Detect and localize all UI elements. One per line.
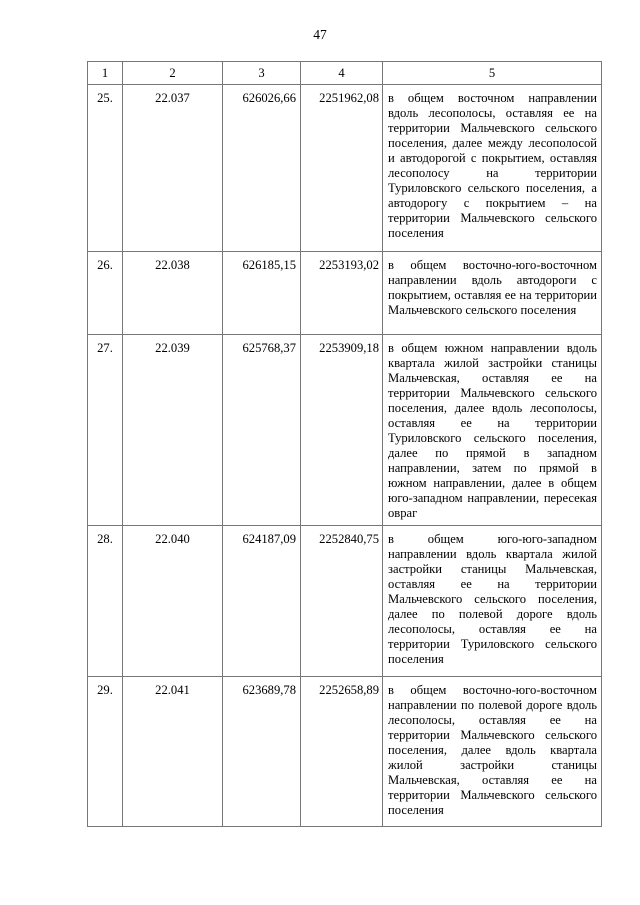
coordinate-y: 2253193,02 — [301, 252, 383, 335]
coordinate-x: 626026,66 — [223, 85, 301, 252]
boundary-description: в общем восточном направлении вдоль лесополосы, оставляя ее на территории Мальчевского сельского поселения, далее между лесополосой и автодорогой с покрытием, оставляя лесополосу на территории Туриловского сельского поселения, а автодорогу с покрытием – на территории Мальчевского сельского поселения — [383, 85, 602, 252]
boundary-description: в общем юго-юго-западном направлении вдоль квартала жилой застройки станицы Мальчевская, оставляя ее на территории Мальчевского сельского поселения, далее по полевой дороге вдоль лесополосы, оставляя ее на территории Туриловского сельского поселения — [383, 526, 602, 677]
boundary-description: в общем южном направлении вдоль квартала жилой застройки станицы Мальчевская, оставляя ее на территории Мальчевского сельского поселения, далее вдоль лесополосы, оставляя ее на территории Туриловского сельского поселения, далее по прямой в западном направлении, затем по прямой в южном направлении, далее в общем юго-западном направлении, пересекая овраг — [383, 335, 602, 526]
coordinate-x: 623689,78 — [223, 677, 301, 827]
table-row — [88, 85, 602, 252]
page-number: 47 — [313, 27, 327, 42]
table-row — [88, 677, 602, 827]
boundary-points-table — [87, 61, 602, 827]
row-number: 25. — [88, 85, 123, 252]
point-code: 22.038 — [123, 252, 223, 335]
coordinate-y: 2253909,18 — [301, 335, 383, 526]
column-header: 5 — [383, 62, 602, 85]
row-number: 26. — [88, 252, 123, 335]
point-code: 22.040 — [123, 526, 223, 677]
column-header: 3 — [223, 62, 301, 85]
table-row — [88, 526, 602, 677]
point-code: 22.041 — [123, 677, 223, 827]
coordinate-x: 626185,15 — [223, 252, 301, 335]
coordinate-y: 2252840,75 — [301, 526, 383, 677]
column-header: 2 — [123, 62, 223, 85]
column-header: 1 — [88, 62, 123, 85]
coordinate-y: 2251962,08 — [301, 85, 383, 252]
table-row — [88, 335, 602, 526]
coordinate-x: 625768,37 — [223, 335, 301, 526]
column-header: 4 — [301, 62, 383, 85]
boundary-description: в общем восточно-юго-восточном направлении вдоль автодороги с покрытием, оставляя ее на территории Мальчевского сельского поселения — [383, 252, 602, 335]
row-number: 27. — [88, 335, 123, 526]
coordinate-y: 2252658,89 — [301, 677, 383, 827]
row-number: 29. — [88, 677, 123, 827]
point-code: 22.039 — [123, 335, 223, 526]
row-number: 28. — [88, 526, 123, 677]
boundary-description: в общем восточно-юго-восточном направлении по полевой дороге вдоль лесополосы, оставляя ее на территории Мальчевского сельского поселения, далее вдоль квартала жилой застройки станицы Мальчевская, оставляя ее на территории Мальчевского сельского поселения — [383, 677, 602, 827]
coordinate-x: 624187,09 — [223, 526, 301, 677]
table-row — [88, 252, 602, 335]
table-header-row — [88, 62, 602, 85]
point-code: 22.037 — [123, 85, 223, 252]
